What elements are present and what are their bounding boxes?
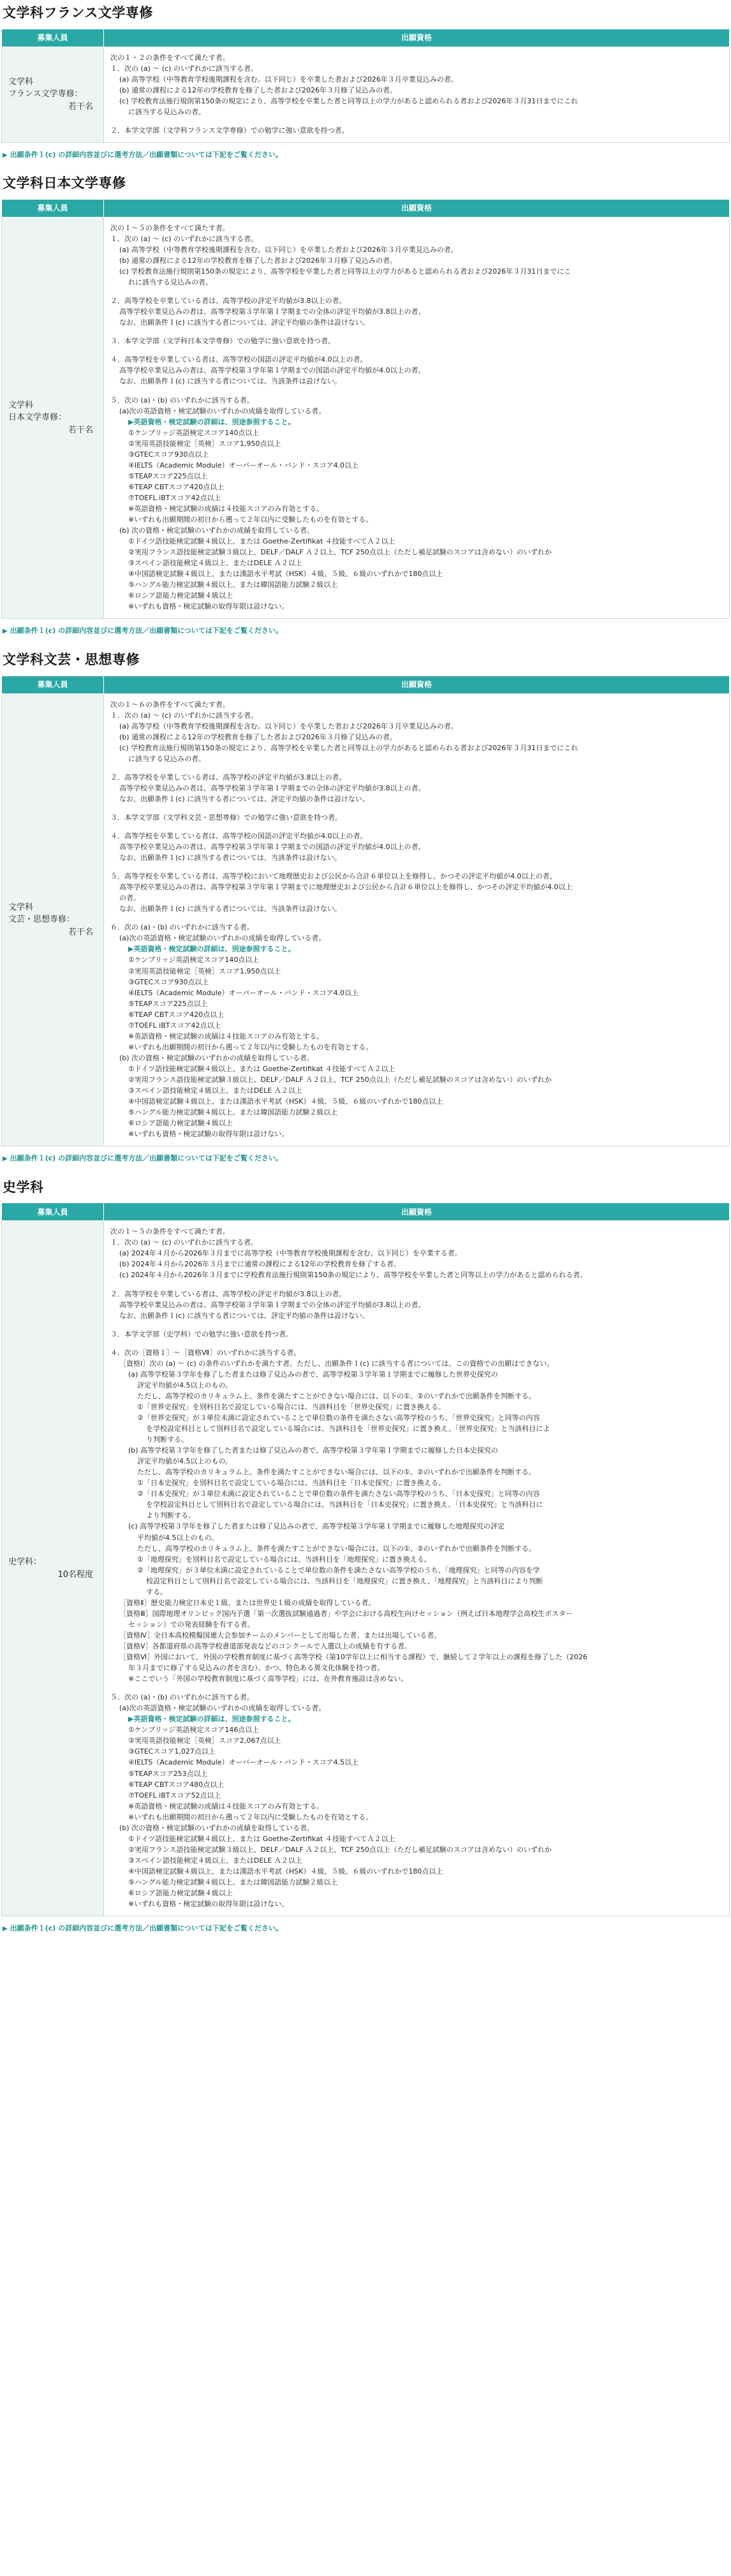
- condition-block: [110, 52, 723, 117]
- condition-line: ④中国語検定試験４級以上、または漢語水平考試（HSK）４級、５級、６級のいずれかで180点以上: [128, 1867, 443, 1876]
- condition-line: 高等学校卒業見込みの者は、高等学校第３学年第１学期までの全体の評定平均値が3.8以上の者。: [119, 1300, 425, 1309]
- table-row: [2, 693, 730, 1146]
- condition-line: ⑥ロシア語能力検定試験４級以上: [128, 1889, 233, 1898]
- condition-line: 次の１～５の条件をすべて満たす者。: [110, 223, 230, 232]
- condition-block: [110, 395, 723, 612]
- condition-line: ※英語資格・検定試験の成績は４技能スコアのみ有効とする。: [128, 1032, 324, 1040]
- condition-line: に該当する見込みの者。: [128, 107, 205, 116]
- condition-line: ②実用英語技能検定［英検］スコア1,950点以上: [128, 439, 281, 448]
- section: [1, 173, 730, 637]
- condition-line: り判断する。: [146, 1435, 188, 1444]
- condition-line: ⑥TEAP CBTスコア420点以上: [128, 482, 225, 491]
- recruit-label: 史学科：: [8, 1557, 42, 1567]
- detail-link[interactable]: ▶英語資格・検定試験の詳細は、別途参照すること。: [128, 945, 295, 954]
- condition-line: ②実用フランス語技能検定試験３級以上、DELF／DALF Ａ２以上、TCF 250点以上（ただし補足試験のスコアは含めない）のいずれか: [128, 1845, 552, 1854]
- condition-line: ６．次の (a)・(b) のいずれかに該当する者。: [110, 923, 254, 932]
- condition-block: [110, 772, 723, 804]
- condition-line: ③スペイン語技能検定４級以上、またはDELE Ａ２以上: [128, 1086, 302, 1095]
- condition-line: ⑤ハングル能力検定試験４級以上、または韓国語能力試験２級以上: [128, 1877, 338, 1886]
- condition-line: ※いずれも出願期間の初日から遡って２年以内に受験したものを有効とする。: [128, 515, 373, 524]
- condition-line: (a)次の英語資格・検定試験のいずれかの成績を取得している者。: [119, 1704, 326, 1713]
- triangle-icon: ▶: [3, 1925, 8, 1933]
- condition-line: に該当する見込みの者。: [128, 754, 205, 763]
- condition-line: 平均値が4.5以上のもの。: [137, 1533, 219, 1542]
- condition-line: ２．高等学校を卒業している者は、高等学校の評定平均値が3.8以上の者。: [110, 1289, 346, 1298]
- condition-line: (c) 学校教育法施行規則第150条の規定により、高等学校を卒業した者と同等以上の学力があると認められる者および2026年３月31日までにこ: [119, 267, 572, 276]
- condition-line: なお、出願条件１(c) に該当する者については、当該条件は設けない。: [119, 854, 341, 862]
- condition-line: ④中国語検定試験４級以上、または漢語水平考試（HSK）４級、５級、６級のいずれかで180点以上: [128, 1097, 443, 1106]
- header-recruit: 募集人員: [2, 199, 104, 217]
- condition-block: [110, 699, 723, 764]
- condition-line: ②実用英語技能検定［英検］スコア2,067点以上: [128, 1736, 281, 1745]
- condition-line: ②「地理探究」が３単位未満に設定されていることで単位数の条件を満たさない高等学校のうち、「地理探究」と同等の内容を学: [137, 1566, 540, 1574]
- condition-block: [110, 812, 723, 823]
- condition-line: の者。: [119, 894, 140, 903]
- condition-line: ［資格Ⅳ］全日本高校模擬国連大会参加チームのメンバーとして出場した者、または出場している者。: [119, 1631, 441, 1640]
- condition-line: (b) 次の資格・検定試験のいずれかの成績を取得している者。: [119, 1053, 314, 1062]
- condition-line: ［資格Ⅴ］各都道府県の高等学校書道部発表などのコンクールで入選以上の成績を有する者。: [119, 1641, 412, 1650]
- condition-block: [110, 1347, 723, 1684]
- section: [1, 1177, 730, 1934]
- recruit-label: 文芸・思想専修：: [8, 915, 75, 925]
- recruit-label: 文学科: [8, 77, 34, 87]
- condition-line: ３．本学文学部（史学科）での勉学に強い意欲を持つ者。: [110, 1329, 293, 1338]
- detail-note-link[interactable]: [3, 625, 730, 637]
- condition-line: １．次の (a) ～ (c) のいずれかに該当する者。: [110, 64, 258, 73]
- header-qualification: 出願資格: [104, 1203, 730, 1221]
- condition-line: ※ここでいう「外国の学校教育制度に基づく高等学校」には、在外教育施設は含めない。: [128, 1675, 408, 1684]
- condition-line: １．次の (a) ～ (c) のいずれかに該当する者。: [110, 1238, 258, 1247]
- section: [1, 3, 730, 160]
- condition-line: ※いずれも資格・検定試験の取得年限は設けない。: [128, 1130, 289, 1139]
- condition-line: ⑦TOEFL iBTスコア42点以上: [128, 493, 221, 502]
- detail-note-link[interactable]: [3, 149, 730, 161]
- condition-line: ※いずれも出願期間の初日から遡って２年以内に受験したものを有効とする。: [128, 1042, 373, 1051]
- detail-link[interactable]: ▶英語資格・検定試験の詳細は、別途参照すること。: [128, 417, 295, 426]
- condition-line: ［資格Ⅰ］次の (a) ～ (c) の条件のいずれかを満たす者。ただし、出願条件１(c) に該当する者については、この資格での出願はできない。: [119, 1359, 554, 1368]
- condition-line: ただし、高等学校のカリキュラム上、条件を満たすことができない場合には、以下の①、②のいずれかで出願条件を判断する。: [137, 1468, 536, 1477]
- condition-line: なお、出願条件１(c) に該当する者については、当該条件は設けない。: [119, 377, 341, 386]
- header-qualification: 出願資格: [104, 199, 730, 217]
- condition-line: なお、出願条件１(c) に該当する者については、評定平均値の条件は設けない。: [119, 794, 369, 803]
- page: [0, 3, 731, 1934]
- condition-line: (b) 次の資格・検定試験のいずれかの成績を取得している者。: [119, 1823, 314, 1832]
- condition-line: (a)次の英語資格・検定試験のいずれかの成績を取得している者。: [119, 934, 326, 943]
- header-qualification: 出願資格: [104, 29, 730, 47]
- condition-line: ［資格Ⅱ］歴史能力検定日本史１級、または世界史１級の成績を取得している者。: [119, 1598, 376, 1607]
- qualification-cell: [104, 47, 730, 142]
- recruit-label: 文学科: [8, 400, 34, 410]
- condition-line: ③スペイン語技能検定４級以上、またはDELE Ａ２以上: [128, 1856, 302, 1865]
- condition-line: ４．高等学校を卒業している者は、高等学校の国語の評定平均値が4.0以上の者。: [110, 831, 367, 840]
- condition-line: (a) 高等学校（中等教育学校後期課程を含む。以下同じ）を卒業した者および2026年３月卒業見込みの者。: [119, 75, 458, 84]
- condition-line: 次の１～６の条件をすべて満たす者。: [110, 700, 230, 709]
- condition-line: ⑤TEAPスコア225点以上: [128, 999, 208, 1008]
- condition-line: (b) 通常の課程による12年の学校教育を修了した者および2026年３月修了見込みの者。: [119, 732, 397, 741]
- condition-line: ①ケンブリッジ英語検定スコア146点以上: [128, 1726, 260, 1735]
- condition-line: ③GTECスコア1,027点以上: [128, 1747, 216, 1756]
- recruit-count: 若干名: [68, 101, 93, 112]
- condition-line: １．次の (a) ～ (c) のいずれかに該当する者。: [110, 234, 258, 243]
- condition-block: [110, 831, 723, 863]
- condition-line: １．次の (a) ～ (c) のいずれかに該当する者。: [110, 711, 258, 720]
- note-text: 出願条件１(c) の詳細内容並びに選考方法／出願書類については下記をご覧ください。: [10, 150, 283, 159]
- condition-line: ５．次の (a)・(b) のいずれかに該当する者。: [110, 1693, 254, 1702]
- condition-block: [110, 922, 723, 1139]
- requirements-table: [1, 1203, 730, 1916]
- condition-line: (c) 学校教育法施行規則第150条の規定により、高等学校を卒業した者と同等以上の学力があると認められる者および2026年３月31日までにこれ: [119, 743, 579, 752]
- condition-line: ⑥ロシア語能力検定試験４級以上: [128, 1119, 233, 1128]
- recruit-count: 10名程度: [57, 1569, 93, 1580]
- condition-line: (c) 高等学校第３学年を修了した者または修了見込みの者で、高等学校第３学年第１学期までに履修した地理探究の評定: [128, 1522, 505, 1531]
- condition-line: ②実用フランス語技能検定試験３級以上、DELF／DALF Ａ２以上、TCF 250点以上（ただし補足試験のスコアは含めない）のいずれか: [128, 548, 552, 557]
- recruit-cell: [2, 47, 104, 142]
- condition-line: (c) 2024年４月から2026年３月までに学校教育法施行規則第150条の規定により、高等学校を卒業した者と同等以上の学力があると認められる者。: [119, 1271, 587, 1280]
- condition-block: [110, 1226, 723, 1280]
- section-title: 文学科フランス文学専修: [3, 5, 153, 20]
- condition-block: [110, 125, 723, 136]
- condition-line: ①ケンブリッジ英語検定スコア140点以上: [128, 428, 260, 437]
- recruit-label: 日本文学専修：: [8, 413, 67, 423]
- condition-line: 校設定科目として別科目名で設定している場合には、当該科目を「地理探究」に置き換え、「地理探究」と当該科目により判断: [146, 1576, 543, 1585]
- condition-line: ⑤TEAPスコア225点以上: [128, 471, 208, 480]
- note-text: 出願条件１(c) の詳細内容並びに選考方法／出願書類については下記をご覧ください。: [10, 1154, 283, 1163]
- condition-line: ④IELTS（Academic Module）オーバーオール・バンド・スコア4.0以上: [128, 461, 359, 470]
- header-recruit: 募集人員: [2, 676, 104, 693]
- detail-note-link[interactable]: [3, 1923, 730, 1934]
- condition-line: ⑦TOEFL iBTスコア52点以上: [128, 1791, 221, 1800]
- condition-line: 高等学校卒業見込みの者は、高等学校第３学年第１学期までの国語の評定平均値が4.0以上の者。: [119, 843, 425, 852]
- detail-note-link[interactable]: [3, 1153, 730, 1164]
- condition-block: [110, 336, 723, 346]
- condition-line: 次の１～５の条件をすべて満たす者。: [110, 1227, 230, 1236]
- condition-line: ⑤ハングル能力検定試験４級以上、または韓国語能力試験２級以上: [128, 581, 338, 589]
- recruit-cell: [2, 217, 104, 619]
- requirements-table: [1, 199, 730, 619]
- condition-line: (b) 2024年４月から2026年３月までに通常の課程による12年の学校教育を修了する者。: [119, 1260, 401, 1269]
- condition-line: (a) 高等学校第３学年を修了した者または修了見込みの者で、高等学校第３学年第１学期までに履修した世界史探究の: [128, 1370, 498, 1379]
- detail-link[interactable]: ▶英語資格・検定試験の詳細は、別途参照すること。: [128, 1715, 295, 1724]
- condition-line: ③GTECスコア930点以上: [128, 977, 209, 986]
- note-text: 出願条件１(c) の詳細内容並びに選考方法／出願書類については下記をご覧ください。: [10, 626, 283, 635]
- condition-line: ④IELTS（Academic Module）オーバーオール・バンド・スコア4.0以上: [128, 988, 359, 997]
- condition-line: (b) 高等学校第３学年を修了した者または修了見込みの者で、高等学校第３学年第１学期までに履修した日本史探究の: [128, 1446, 498, 1455]
- condition-line: ４．次の［資格１］～［資格Ⅶ］のいずれかに該当する者。: [110, 1348, 301, 1357]
- recruit-cell: [2, 1221, 104, 1916]
- requirements-table: [1, 676, 730, 1147]
- condition-line: 評定平均値が4.5以上のもの。: [137, 1381, 233, 1389]
- requirements-table: [1, 29, 730, 143]
- condition-block: [110, 223, 723, 288]
- condition-line: なお、出願条件１(c) に該当する者については、当該条件は設けない。: [119, 905, 341, 914]
- condition-line: ［資格Ⅵ］外国において、外国の学校教育制度に基づく高等学校（第10学年以上に相当する課程）で、継続して２学年以上の課程を修了した（2026: [119, 1653, 587, 1662]
- condition-line: ①「日本史探究」を別科目名で設定している場合には、当該科目を「日本史探究」に置き換える。: [137, 1479, 445, 1488]
- condition-line: する。: [146, 1587, 167, 1596]
- recruit-label: 文学科: [8, 902, 34, 912]
- condition-line: ※いずれも資格・検定試験の取得年限は設けない。: [128, 1900, 289, 1909]
- condition-line: (c) 学校教育法施行規則第150条の規定により、高等学校を卒業した者と同等以上の学力があると認められる者および2026年３月31日までにこれ: [119, 96, 579, 105]
- condition-line: ５．次の (a)・(b) のいずれかに該当する者。: [110, 396, 254, 404]
- condition-line: ５．高等学校を卒業している者は、高等学校において地理歴史および公民から合計６単位以上を修得し、かつその評定平均値が4.0以上の者。: [110, 872, 557, 881]
- condition-line: ②実用英語技能検定［英検］スコア1,950点以上: [128, 966, 281, 975]
- condition-line: ただし、高等学校のカリキュラム上、条件を満たすことができない場合には、以下の①、②のいずれかで出願条件を判断する。: [137, 1544, 536, 1553]
- condition-line: ３．本学文学部（文学科文芸・思想専修）での勉学に強い意欲を持つ者。: [110, 813, 342, 822]
- condition-line: ⑥ロシア語能力検定試験４級以上: [128, 591, 233, 600]
- condition-line: ただし、高等学校のカリキュラム上、条件を満たすことができない場合には、以下の①、②のいずれかで出願条件を判断する。: [137, 1391, 536, 1400]
- section-title: 史学科: [3, 1179, 44, 1195]
- condition-line: 評定平均値が4.5以上のもの。: [137, 1457, 233, 1466]
- header-qualification: 出願資格: [104, 676, 730, 693]
- condition-line: ①「世界史探究」を別科目名で設定している場合には、当該科目を「世界史探究」に置き換える。: [137, 1402, 445, 1411]
- triangle-icon: ▶: [3, 151, 8, 159]
- condition-line: ①ドイツ語技能検定試験４級以上、または Goethe-Zertifikat ４技能すべてＡ２以上: [128, 537, 395, 546]
- condition-line: (b) 通常の課程による12年の学校教育を修了した者および2026年３月修了見込みの者。: [119, 85, 397, 94]
- header-recruit: 募集人員: [2, 29, 104, 47]
- table-row: [2, 217, 730, 619]
- condition-line: (a) 高等学校（中等教育学校後期課程を含む。以下同じ）を卒業した者および2026年３月卒業見込みの者。: [119, 246, 458, 255]
- condition-line: (b) 通常の課程による12年の学校教育を修了した者および2026年３月修了見込みの者。: [119, 256, 397, 265]
- qualification-cell: [104, 1221, 730, 1916]
- condition-line: ①ドイツ語技能検定試験４級以上、または Goethe-Zertifikat ４技能すべてＡ２以上: [128, 1834, 395, 1843]
- recruit-cell: [2, 693, 104, 1146]
- section: [1, 649, 730, 1164]
- condition-line: ②「日本史探究」が３単位未満に設定されていることで単位数の条件を満たさない高等学校のうち、「日本史探究」と同等の内容: [137, 1490, 540, 1499]
- condition-line: なお、出願条件１(c) に該当する者については、評定平均値の条件は設けない。: [119, 1311, 369, 1320]
- condition-line: ※英語資格・検定試験の成績は４技能スコアのみ有効とする。: [128, 1802, 324, 1810]
- condition-line: ２．本学文学部（文学科フランス文学専修）での勉学に強い意欲を持つ者。: [110, 126, 349, 135]
- condition-line: ２．高等学校を卒業している者は、高等学校の評定平均値が3.8以上の者。: [110, 297, 346, 306]
- condition-line: ［資格Ⅲ］国際地理オリンピック国内予選「第一次選抜試験通過者」や学会における高校生向けセッション（例えば日本地理学会高校生ポスター: [119, 1609, 573, 1618]
- condition-line: ①「地理探究」を別科目名で設定している場合には、当該科目を「地理探究」に置き換える。: [137, 1555, 431, 1564]
- qualification-cell: [104, 693, 730, 1146]
- condition-block: [110, 295, 723, 328]
- condition-line: (a) 高等学校（中等教育学校後期課程を含む。以下同じ）を卒業した者および2026年３月卒業見込みの者。: [119, 722, 458, 730]
- condition-line: ②「世界史探究」が３単位未満に設定されていることで単位数の条件を満たさない高等学校のうち、「世界史探究」と同等の内容: [137, 1414, 540, 1422]
- condition-line: ※いずれも資格・検定試験の取得年限は設けない。: [128, 602, 289, 611]
- condition-block: [110, 1289, 723, 1321]
- condition-line: ④IELTS（Academic Module）オーバーオール・バンド・スコア4.5以上: [128, 1758, 359, 1767]
- condition-block: [110, 354, 723, 387]
- condition-line: より判断する。: [146, 1511, 195, 1520]
- condition-line: ⑤TEAPスコア253点以上: [128, 1769, 208, 1778]
- condition-line: 高等学校卒業見込みの者は、高等学校第３学年第１学期までに地理歴史および公民から合計６単位以上を修得し、かつその評定平均値が4.0以上: [119, 883, 573, 892]
- condition-line: ⑥TEAP CBTスコア480点以上: [128, 1780, 225, 1789]
- qualification-cell: [104, 217, 730, 619]
- condition-line: セッション）での発表経験を有する者。: [128, 1620, 255, 1629]
- condition-line: ①ドイツ語技能検定試験４級以上、または Goethe-Zertifikat ４技能すべてＡ２以上: [128, 1064, 395, 1073]
- recruit-label: フランス文学専修：: [8, 89, 83, 100]
- condition-line: ※いずれも出願期間の初日から遡って２年以内に受験したものを有効とする。: [128, 1812, 373, 1821]
- note-text: 出願条件１(c) の詳細内容並びに選考方法／出願書類については下記をご覧ください。: [10, 1924, 283, 1933]
- recruit-count: 若干名: [68, 927, 93, 937]
- triangle-icon: ▶: [3, 628, 8, 635]
- table-row: [2, 47, 730, 142]
- condition-line: を学校設定科目として別科目名で設定している場合には、当該科目を「日本史探究」に置き換え、「日本史探究」と当該科目に: [146, 1500, 543, 1509]
- condition-line: (b) 次の資格・検定試験のいずれかの成績を取得している者。: [119, 526, 314, 535]
- condition-line: (a)次の英語資格・検定試験のいずれかの成績を取得している者。: [119, 406, 326, 415]
- condition-line: (a) 2024年４月から2026年３月までに高等学校（中等教育学校後期課程を含む。以下同じ）を卒業する者。: [119, 1249, 462, 1258]
- condition-line: ※英語資格・検定試験の成績は４技能スコアのみ有効とする。: [128, 505, 324, 513]
- condition-line: 次の１・２の条件をすべて満たす者。: [110, 53, 230, 62]
- recruit-count: 若干名: [68, 425, 93, 435]
- condition-line: ４．高等学校を卒業している者は、高等学校の国語の評定平均値が4.0以上の者。: [110, 355, 367, 364]
- condition-line: 高等学校卒業見込みの者は、高等学校第３学年第１学期までの国語の評定平均値が4.0以上の者。: [119, 366, 425, 375]
- triangle-icon: ▶: [3, 1155, 8, 1163]
- condition-line: ④中国語検定試験４級以上、または漢語水平考試（HSK）４級、５級、６級のいずれかで180点以上: [128, 570, 443, 579]
- section-title: 文学科文芸・思想専修: [3, 651, 140, 667]
- condition-line: ２．高等学校を卒業している者は、高等学校の評定平均値が3.8以上の者。: [110, 773, 346, 781]
- section-title: 文学科日本文学専修: [3, 175, 126, 191]
- condition-block: [110, 1329, 723, 1340]
- condition-line: ⑦TOEFL iBTスコア42点以上: [128, 1021, 221, 1030]
- header-recruit: 募集人員: [2, 1203, 104, 1221]
- condition-line: を学校設定科目として別科目名で設定している場合には、当該科目を「世界史探究」に置き換え、「世界史探究」と当該科目によ: [146, 1425, 550, 1433]
- condition-block: [110, 871, 723, 914]
- condition-line: れに該当する見込みの者。: [128, 278, 212, 287]
- condition-block: [110, 1692, 723, 1909]
- condition-line: ①ケンブリッジ英語検定スコア140点以上: [128, 956, 260, 965]
- condition-line: 高等学校卒業見込みの者は、高等学校第３学年第１学期までの全体の評定平均値が3.8以上の者。: [119, 783, 425, 792]
- condition-line: 高等学校卒業見込みの者は、高等学校第３学年第１学期までの全体の評定平均値が3.8以上の者。: [119, 307, 425, 316]
- table-row: [2, 1221, 730, 1916]
- condition-line: ③スペイン語技能検定４級以上、またはDELE Ａ２以上: [128, 559, 302, 568]
- condition-line: ３．本学文学部（文学科日本文学専修）での勉学に強い意欲を持つ者。: [110, 337, 335, 346]
- condition-line: ③GTECスコア930点以上: [128, 450, 209, 459]
- condition-line: ⑤ハングル能力検定試験４級以上、または韓国語能力試験２級以上: [128, 1108, 338, 1117]
- condition-line: ⑥TEAP CBTスコア420点以上: [128, 1010, 225, 1019]
- condition-line: 年３月までに修了する見込みの者を含む）、かつ、特色ある異文化体験を持つ者。: [128, 1664, 385, 1673]
- condition-line: ②実用フランス語技能検定試験３級以上、DELF／DALF Ａ２以上、TCF 250点以上（ただし補足試験のスコアは含めない）のいずれか: [128, 1075, 552, 1084]
- condition-line: なお、出願条件１(c) に該当する者については、評定平均値の条件は設けない。: [119, 318, 369, 327]
